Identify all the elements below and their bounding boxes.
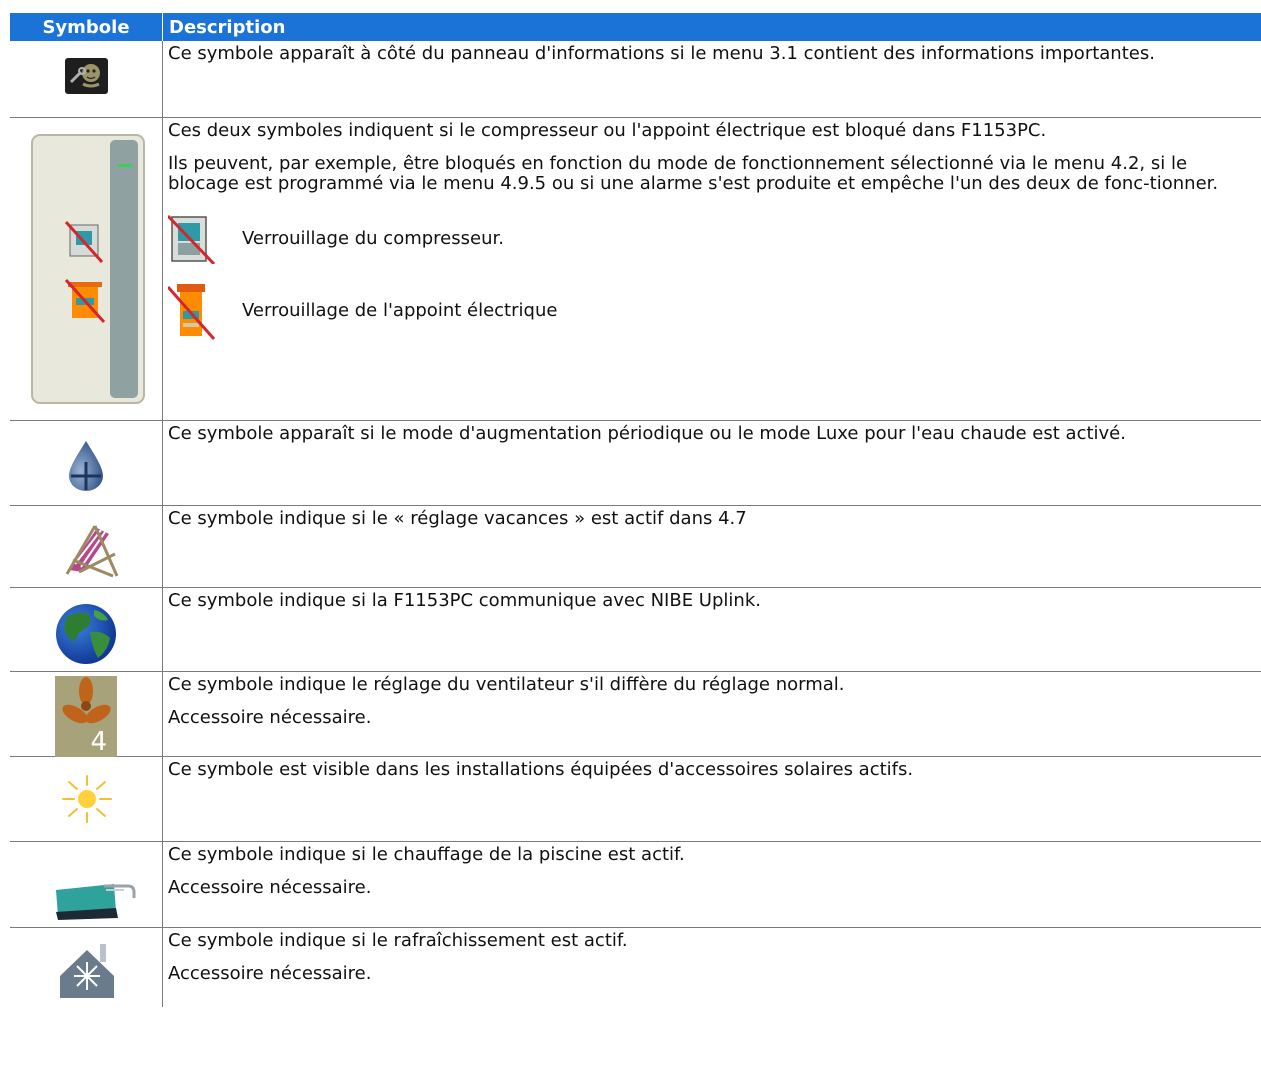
sun-icon (62, 775, 112, 823)
table-row (10, 41, 1261, 117)
table-row (10, 671, 1261, 756)
symbol-cell (10, 587, 163, 671)
symbol-cell (10, 671, 163, 756)
description-text: Ils peuvent, par exemple, être bloqués en fonction du mode de fonctionnement sélectionné via le menu 4.2, si le blocage est programmé via le menu 4.9.5 ou si une alarme s'est produite et empêche l'un des deux de fonc-tionner. (168, 152, 1219, 194)
symbol-cell (10, 841, 163, 927)
description-text: Ce symbole apparaît si le mode d'augmentation périodique ou le mode Luxe pour l'eau chaude est activé. (168, 422, 1126, 444)
sub-item-compressor (168, 207, 1255, 271)
accessory-note: Accessoire nécessaire. (168, 876, 372, 898)
table-header-row (10, 7, 1261, 42)
water-drop-icon (67, 440, 105, 492)
description-text: Ce symbole est visible dans les installations équipées d'accessoires solaires actifs. (168, 758, 914, 780)
document-page (10, 0, 1261, 1083)
symbol-cell (10, 505, 163, 587)
description-text: Ce symbole indique si la F1153PC communique avec NIBE Uplink. (168, 589, 761, 611)
sub-item-label: Verrouillage de l'appoint électrique (242, 299, 558, 321)
description-text: Ce symbole indique le réglage du ventilateur s'il diffère du réglage normal. (168, 673, 845, 695)
cooling-house-icon (56, 938, 118, 1002)
description-cell (163, 41, 1261, 117)
pool-icon (54, 878, 144, 920)
fan-speed-label: 4 (90, 726, 107, 757)
description-text: Ces deux symboles indiquent si le compresseur ou l'appoint électrique est bloqué dans F1153PC. (168, 119, 1047, 141)
description-text: Ce symbole apparaît à côté du panneau d'informations si le menu 3.1 contient des informations importantes. (168, 43, 1155, 64)
accessory-note: Accessoire nécessaire. (168, 706, 372, 728)
heater-blocked-icon (168, 281, 216, 341)
description-cell (163, 117, 1261, 420)
sub-item-heater (168, 279, 1255, 343)
description-cell (163, 927, 1261, 1007)
description-cell (163, 587, 1261, 671)
table-row (10, 756, 1261, 841)
symbol-cell (10, 117, 163, 420)
symbol-cell (10, 41, 163, 117)
description-cell (163, 841, 1261, 927)
globe-icon (54, 602, 118, 666)
description-cell (163, 671, 1261, 756)
table-row (10, 927, 1261, 1007)
symbol-cell (10, 927, 163, 1007)
description-text: Ce symbole indique si le « réglage vacances » est actif dans 4.7 (168, 507, 747, 529)
symbol-cell (10, 756, 163, 841)
info-wrench-icon (65, 58, 108, 94)
description-text: Ce symbole indique si le chauffage de la piscine est actif. (168, 843, 685, 865)
table-row (10, 420, 1261, 505)
accessory-note: Accessoire nécessaire. (168, 962, 372, 984)
deck-chair-icon (65, 520, 121, 578)
fan-icon (55, 676, 117, 757)
compressor-blocked-icon (168, 214, 216, 264)
table-row (10, 587, 1261, 671)
sub-item-label: Verrouillage du compresseur. (242, 227, 504, 249)
header-description: Description (163, 7, 1261, 42)
heat-pump-icon (28, 132, 148, 407)
symbol-table (10, 0, 1261, 1007)
table-row (10, 841, 1261, 927)
description-cell (163, 756, 1261, 841)
symbol-cell (10, 420, 163, 505)
description-cell (163, 505, 1261, 587)
table-row (10, 505, 1261, 587)
description-text: Ce symbole indique si le rafraîchissement est actif. (168, 929, 628, 951)
table-row (10, 117, 1261, 420)
header-symbol: Symbole (10, 7, 163, 42)
description-cell (163, 420, 1261, 505)
